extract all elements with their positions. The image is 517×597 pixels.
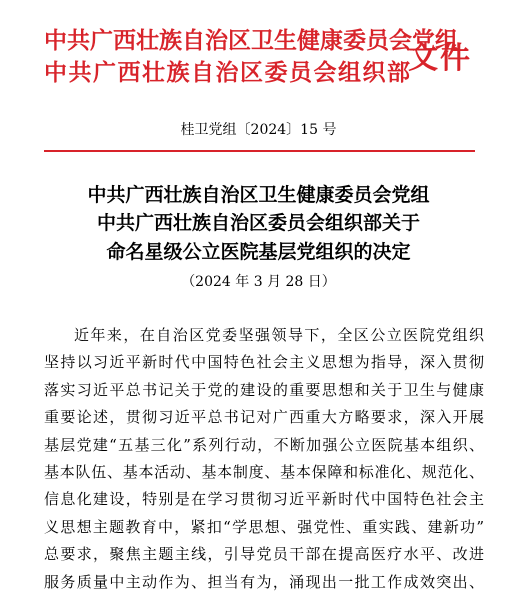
body-line: 基本队伍、基本活动、基本制度、基本保障和标准化、规范化、 [44,462,484,481]
body-line: 信息化建设，特别是在学习贯彻习近平新时代中国特色社会主 [44,490,484,509]
body-paragraph [44,322,484,596]
title-line-1: 中共广西壮族自治区卫生健康委员会党组 [87,184,430,206]
issuer-line-2: 中共广西壮族自治区委员会组织部 [44,59,412,86]
body-line: 近年来，在自治区党委坚强领导下，全区公立医院党组织 [74,326,484,344]
body-line: 基层党建“五基三化”系列行动，不断加强公立医院基本组织、 [44,435,484,454]
document-suffix: 文件 [408,41,472,76]
body-line: 服务质量中主动作为、担当有为，涌现出一批工作成效突出、 [44,572,484,591]
document-date: （2024 年 3 月 28 日） [181,274,336,290]
body-line: 落实习近平总书记关于党的建设的重要思想和关于卫生与健康 [44,380,484,399]
document-number: 桂卫党组〔2024〕15 号 [180,122,337,138]
body-line: 义思想主题教育中，紧扣“学思想、强党性、重实践、建新功” [44,517,484,536]
document-header [0,28,517,90]
body-line: 重要论述，贯彻习近平总书记对广西重大方略要求，深入开展 [44,408,484,427]
title-line-3: 命名星级公立医院基层党组织的决定 [106,241,411,263]
body-line: 坚持以习近平新时代中国特色社会主义思想为指导，深入贯彻 [44,353,484,372]
body-line: 总要求，聚焦主题主线，引导党员干部在提高医疗水平、改进 [44,545,484,564]
red-separator-line [44,150,475,152]
title-line-2: 中共广西壮族自治区委员会组织部关于 [96,212,420,234]
issuer-line-1: 中共广西壮族自治区卫生健康委员会党组 [44,27,458,54]
